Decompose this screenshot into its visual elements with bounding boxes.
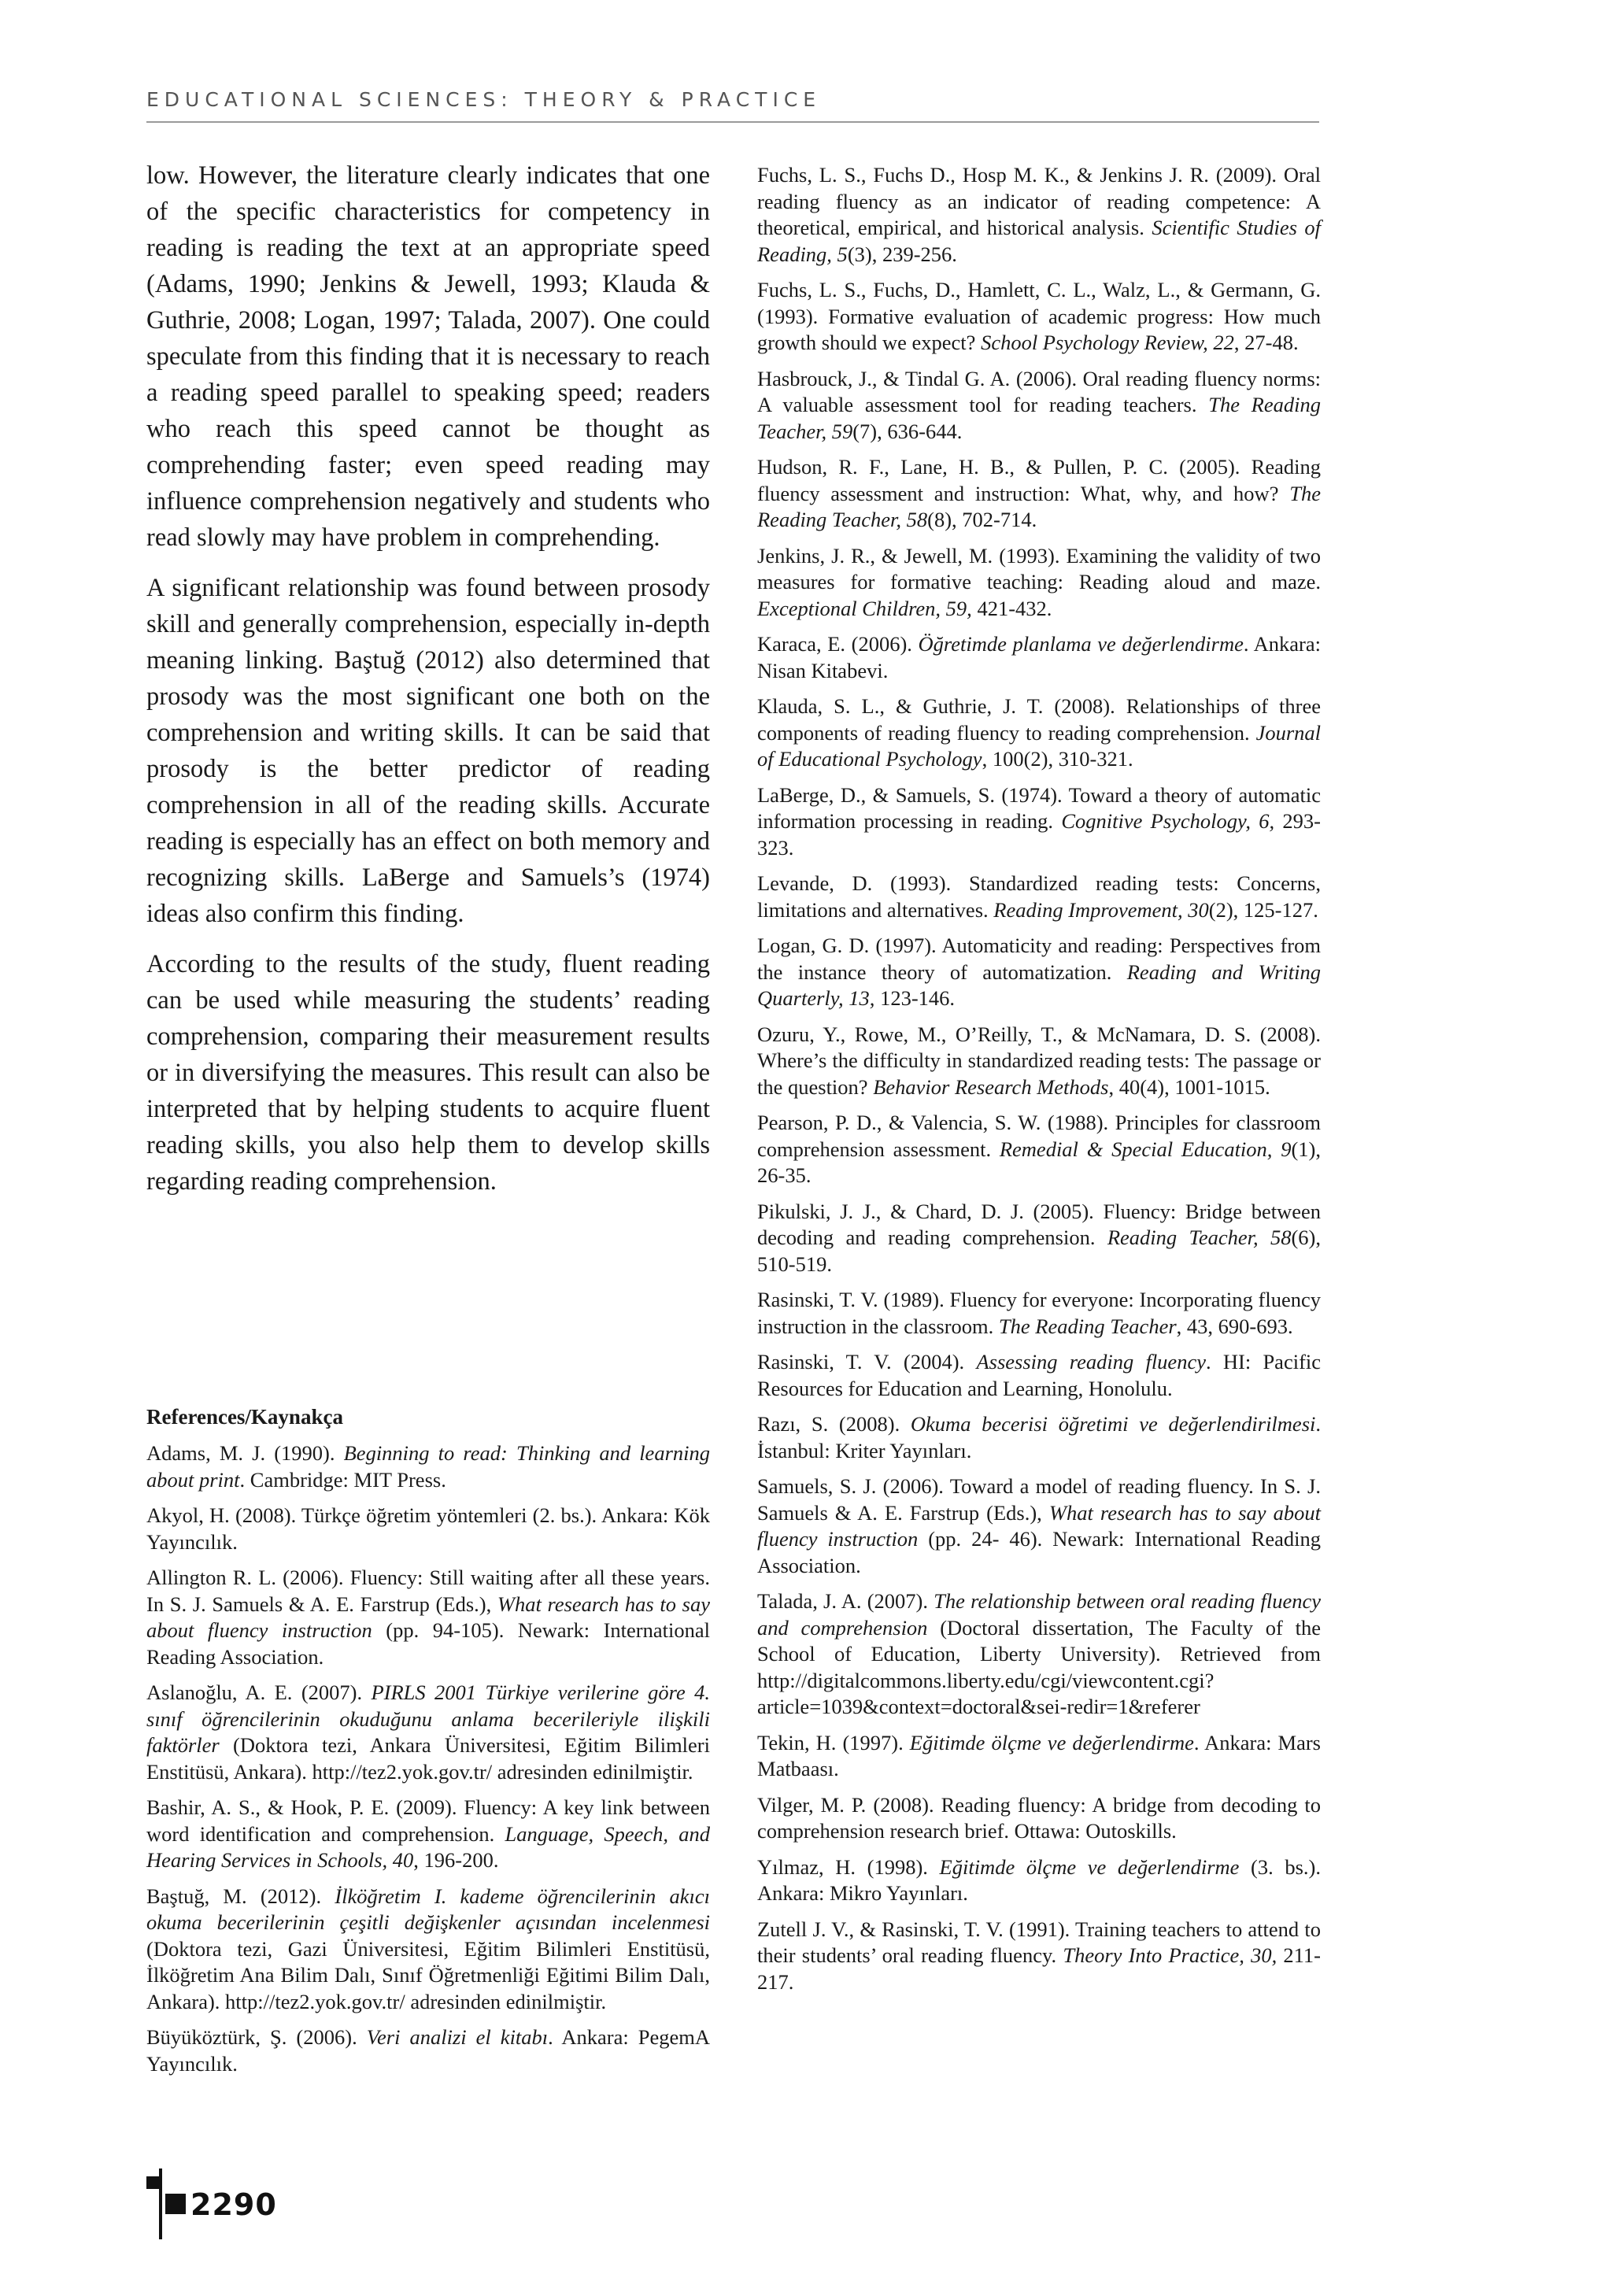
reference-title: School Psychology Review, 22 (981, 331, 1234, 354)
reference-title: Eğitimde ölçme ve değerlendirme (939, 1854, 1240, 1879)
reference-text: , 196-200. (413, 1848, 499, 1872)
reference-text: Hasbrouck, J., & Tindal G. A. (2006). Oral reading fluency norms: A valuable assessment tool for reading teachers. (757, 366, 1321, 416)
reference-text: Razı, S. (2008). (757, 1412, 911, 1436)
reference-title: The Reading Teacher, 58 (757, 481, 1321, 531)
reference-text: Rasinski, T. V. (1989). Fluency for everyone: Incorporating fluency instruction in the classroom. (757, 1288, 1321, 1338)
reference-text: Yılmaz, H. (1998). (757, 1854, 940, 1879)
reference-text: Pearson, P. D., & Valencia, S. W. (1988). Principles for classroom comprehension assessment. (757, 1111, 1321, 1161)
reference-text: (2), 125-127. (1208, 897, 1318, 922)
reference-entry (146, 1440, 710, 1493)
reference-title: What research has to say about fluency instruction (757, 1500, 1321, 1551)
reference-text: , 40(4), 1001-1015. (1108, 1074, 1270, 1099)
reference-text: (pp. 24- 46). Newark: International Reading Association. (757, 1527, 1321, 1577)
reference-title: Beginning to read: Thinking and learning about print (146, 1441, 710, 1492)
reference-text: Logan, G. D. (1997). Automaticity and reading: Perspectives from the instance theory of automatization. (757, 934, 1321, 984)
reference-text: Samuels, S. J. (2006). Toward a model of reading fluency. In S. J. Samuels & A. E. Farstrup (Eds.), (757, 1474, 1321, 1525)
reference-text: Büyüköztürk, Ş. (2006). (146, 2025, 367, 2049)
reference-text: (pp. 94-105). Newark: International Reading Association. (146, 1618, 710, 1669)
reference-text: . Cambridge: MIT Press. (239, 1467, 446, 1492)
reference-text: , 100(2), 310-321. (982, 747, 1133, 771)
reference-text: (3. bs.). Ankara: Mikro Yayınları. (757, 1854, 1321, 1905)
reference-title: PIRLS 2001 Türkiye verilerine göre 4. sınıf öğrencilerinin okuduğunu anlama becerileriyle ilişkili faktörler (146, 1680, 710, 1757)
reference-entry (757, 543, 1321, 623)
reference-title: Reading Improvement, 30 (993, 897, 1209, 922)
reference-entry (757, 1287, 1321, 1340)
reference-title: The Reading Teacher, 59 (757, 393, 1321, 443)
reference-text: 293-323. (757, 809, 1321, 860)
references-heading: References/Kaynakça (146, 1405, 343, 1429)
reference-title: Language, Speech, and Hearing Services in Schools, 40 (146, 1821, 710, 1872)
reference-text: 421-432. (971, 596, 1052, 620)
reference-text: Levande, D. (1993). Standardized reading tests: Concerns, limitations and alternatives. (757, 871, 1321, 922)
reference-entry (146, 1795, 710, 1874)
reference-title: What research has to say about fluency instruction (146, 1592, 711, 1642)
reference-text: , 27-48. (1233, 331, 1299, 354)
reference-text: Karaca, E. (2006). (757, 632, 919, 656)
reference-text: Klauda, S. L., & Guthrie, J. T. (2008). Relationships of three components of reading fluency to reading comprehension. (757, 694, 1321, 745)
reference-title: Theory Into Practice, 30, (1063, 1943, 1277, 1967)
reference-text: . İstanbul: Kriter Yayınları. (757, 1412, 1321, 1462)
page-marker (146, 2168, 288, 2239)
reference-entry (757, 1792, 1321, 1845)
header-rule (146, 121, 1319, 123)
reference-entry (757, 1473, 1321, 1579)
reference-text: (1), 26-35. (757, 1137, 1321, 1187)
marker-bar (159, 2168, 162, 2239)
reference-text: Vilger, M. P. (2008). Reading fluency: A bridge from decoding to comprehension research brief. Ottawa: Outoskills. (757, 1792, 1321, 1843)
running-head: EDUCATIONAL SCIENCES: THEORY & PRACTICE (146, 88, 822, 111)
reference-entry (757, 277, 1321, 357)
reference-text: 123-146. (874, 986, 956, 1010)
reference-text: (6), 510-519. (757, 1226, 1322, 1276)
reference-text: Rasinski, T. V. (2004). (757, 1350, 977, 1374)
reference-text: Adams, M. J. (1990). (146, 1441, 344, 1465)
reference-entry (757, 693, 1321, 773)
page-number: 2290 (190, 2187, 277, 2222)
reference-title: Veri analizi el kitabı (366, 2025, 549, 2049)
reference-entry (757, 1349, 1321, 1402)
reference-entry (146, 1884, 710, 2016)
reference-title: Remedial & Special Education, 9 (999, 1137, 1292, 1161)
reference-text: Fuchs, L. S., Fuchs, D., Hamlett, C. L., Walz, L., & Germann, G. (1993). Formative evaluation of academic progress: How much growth should we expect? (757, 278, 1321, 354)
reference-text: Baştuğ, M. (2012). (146, 1884, 335, 1908)
reference-entry (146, 1565, 710, 1670)
reference-entry (757, 162, 1321, 268)
marker-square (165, 2194, 186, 2214)
reference-text: (Doktora tezi, Ankara Üniversitesi, Eğitim Bilimleri Enstitüsü, Ankara). http://tez2.yok.gov.tr/ adresinden edinilmiştir. (146, 1733, 710, 1784)
reference-text: (Doktora tezi, Gazi Üniversitesi, Eğitim Bilimleri Enstitüsü, İlköğretim Ana Bilim Dalı, Sınıf Öğretmenliği Eğitimi Bilim Dalı, Ankara). http://tez2.yok.gov.tr/ adresinden edinilmiştir. (146, 1936, 710, 2013)
reference-text: Allington R. L. (2006). Fluency: Still waiting after all these years. In S. J. Samuels & A. E. Farstrup (Eds.), (146, 1566, 710, 1616)
reference-entry (757, 782, 1321, 862)
reference-entry (757, 1854, 1321, 1907)
right-column (757, 162, 1321, 2005)
reference-entry (146, 1503, 710, 1555)
reference-text: . Ankara: Mars Matbaası. (757, 1730, 1321, 1780)
reference-entry (757, 1730, 1321, 1783)
reference-entry (757, 631, 1321, 684)
reference-entry (757, 1917, 1321, 1996)
reference-text: (Doctoral dissertation, The Faculty of the School of Education, Liberty University). Retrieved from http://digitalcommons.liberty.edu/cgi/viewcontent.cgi?article=1039&context=doctoral&sei-redir=1&referer (757, 1615, 1321, 1718)
reference-text: Akyol, H. (2008). Türkçe öğretim yöntemleri (2. bs.). Ankara: Kök Yayıncılık. (146, 1503, 710, 1554)
reference-title: Journal of Educational Psychology (757, 720, 1321, 771)
body-paragraph: low. However, the literature clearly indicates that one of the specific characteristics for competency in reading is reading the text at an appropriate speed (Adams, 1990; Jenkins & Jewell, 1993; Klauda & Guthrie, 2008; Logan, 1997; Talada, 2007). One could speculate from this finding that it is necessary to reach a reading speed parallel to speaking speed; readers who reach this speed cannot be thought as comprehending faster; even speed reading may influence comprehension negatively and students who read slowly may have problem in comprehending. (146, 161, 710, 552)
references-left (146, 1403, 710, 2087)
reference-entry (757, 1022, 1321, 1101)
reference-title: Eğitimde ölçme ve değerlendirme (909, 1730, 1194, 1754)
reference-title: Okuma becerisi öğretimi ve değerlendirilmesi (910, 1412, 1316, 1436)
reference-title: İlköğretim I. kademe öğrencilerinin akıcı okuma becerilerinin çeşitli değişkenler açısından incelenmesi (146, 1884, 710, 1934)
reference-text: . HI: Pacific Resources for Education and Learning, Honolulu. (757, 1350, 1322, 1400)
reference-text: Aslanoğlu, A. E. (2007). (146, 1680, 372, 1704)
reference-title: Reading and Writing Quarterly, 13, (757, 959, 1321, 1010)
reference-text: Jenkins, J. R., & Jewell, M. (1993). Examining the validity of two measures for formative teaching: Reading aloud and maze. (757, 543, 1321, 593)
reference-entry (757, 454, 1321, 534)
reference-text: (7), 636-644. (852, 419, 963, 443)
reference-text: Bashir, A. S., & Hook, P. E. (2009). Fluency: A key link between word identification and comprehension. (146, 1795, 710, 1846)
reference-text: Ozuru, Y., Rowe, M., O’Reilly, T., & McNamara, D. S. (2008). Where’s the difficulty in standardized reading tests: The passage or the question? (757, 1022, 1321, 1099)
reference-list-right (757, 162, 1321, 1995)
reference-text: . Ankara: Nisan Kitabevi. (757, 632, 1321, 682)
reference-entry (757, 1110, 1321, 1189)
reference-entry (146, 1680, 710, 1785)
left-column (146, 157, 710, 1214)
reference-text: , 43, 690-693. (1176, 1314, 1293, 1338)
reference-list-left (146, 1440, 710, 2077)
reference-text: Talada, J. A. (2007). (757, 1589, 934, 1613)
reference-entry (757, 871, 1321, 923)
reference-entry (757, 366, 1321, 446)
reference-text: Zutell J. V., & Rasinski, T. V. (1991). Training teachers to attend to their students’ oral reading fluency. (757, 1917, 1321, 1967)
body-paragraph: According to the results of the study, fluent reading can be used while measuring the students’ reading comprehension, comparing their measurement results or in diversifying the measures. This result can also be interpreted that by helping students to acquire fluent reading skills, you also help them to develop skills regarding reading comprehension. (146, 950, 710, 1196)
reference-entry (757, 1411, 1321, 1464)
reference-text: (8), 702-714. (927, 508, 1037, 531)
reference-title: Cognitive Psychology, 6, (1061, 809, 1275, 833)
reference-title: Exceptional Children, 59, (757, 596, 972, 620)
reference-title: Scientific Studies of Reading, 5 (757, 216, 1321, 266)
reference-title: Behavior Research Methods (873, 1074, 1109, 1099)
reference-title: Reading Teacher, 58 (1107, 1226, 1292, 1249)
reference-text: Tekin, H. (1997). (757, 1730, 910, 1754)
reference-text: 211-217. (757, 1943, 1322, 1994)
body-paragraph: A significant relationship was found between prosody skill and generally comprehension, especially in-depth meaning linking. Baştuğ (2012) also determined that prosody was the most significant one both on the comprehension and writing skills. It can be said that prosody is the better predictor of reading comprehension in all of the reading skills. Accurate reading is especially has an effect on both memory and recognizing skills. LaBerge and Samuels’s (1974) ideas also confirm this finding. (146, 574, 710, 928)
reference-entry (757, 1588, 1321, 1721)
reference-entry (146, 2024, 710, 2077)
reference-text: Fuchs, L. S., Fuchs D., Hosp M. K., & Jenkins J. R. (2009). Oral reading fluency as an indicator of reading competence: A theoretical, empirical, and historical analysis. (757, 163, 1321, 239)
reference-text: Pikulski, J. J., & Chard, D. J. (2005). Fluency: Bridge between decoding and reading comprehension. (757, 1199, 1321, 1249)
reference-title: The Reading Teacher (998, 1314, 1177, 1338)
reference-title: Assessing reading fluency (976, 1350, 1206, 1374)
reference-text: (3), 239-256. (847, 242, 957, 266)
reference-title: The relationship between oral reading fluency and comprehension (757, 1589, 1321, 1640)
reference-text: Hudson, R. F., Lane, H. B., & Pullen, P. C. (2005). Reading fluency assessment and instruction: What, why, and how? (757, 455, 1321, 505)
reference-text: . Ankara: PegemA Yayıncılık. (146, 2025, 711, 2076)
reference-text: LaBerge, D., & Samuels, S. (1974). Toward a theory of automatic information processing in reading. (757, 782, 1321, 833)
reference-title: Öğretimde planlama ve değerlendirme (918, 632, 1244, 656)
reference-entry (757, 933, 1321, 1012)
marker-square (146, 2176, 159, 2189)
reference-entry (757, 1199, 1321, 1278)
